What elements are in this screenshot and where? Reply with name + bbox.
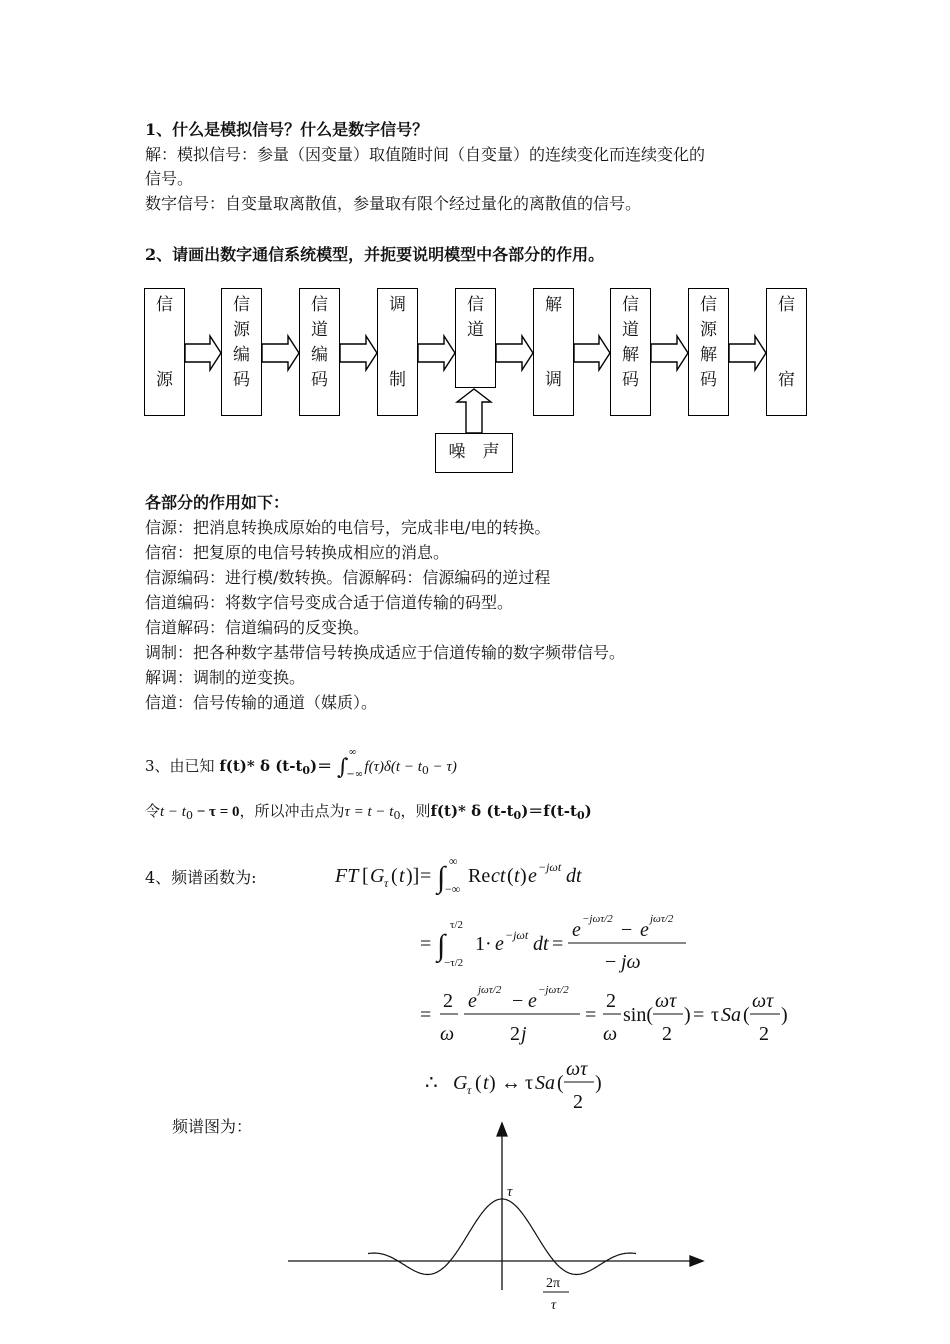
svg-text:jω: jω: [621, 951, 641, 973]
explain-line: 信宿：把复原的电信号转换成相应的消息。: [145, 543, 450, 562]
svg-text:sin(: sin(: [623, 1004, 653, 1026]
svg-text:): ): [520, 865, 527, 887]
block-char: 信: [700, 295, 717, 315]
svg-text:−τ/2: −τ/2: [444, 957, 464, 969]
svg-text:t: t: [399, 865, 405, 887]
svg-text:j: j: [521, 1023, 527, 1045]
svg-text:τ: τ: [525, 1072, 534, 1094]
svg-text:−: −: [621, 919, 633, 941]
svg-text:FT: FT: [335, 865, 359, 887]
tau-label: τ: [507, 1184, 513, 1200]
svg-text:e: e: [572, 919, 581, 941]
noise-label: 噪 声: [448, 442, 500, 462]
svg-text:2: 2: [573, 1091, 583, 1113]
svg-text:−∞: −∞: [445, 882, 461, 896]
svg-text:(: (: [557, 1072, 564, 1094]
zero-label-numerator: 2π: [546, 1276, 561, 1291]
q3-line2-text3: ，则: [400, 802, 431, 820]
block-char: 调: [545, 370, 562, 390]
svg-text:[: [: [362, 865, 369, 887]
block-char: 制: [389, 370, 406, 390]
q3-line2-result-sub2: 0: [576, 809, 585, 822]
q3-line2-text: 令: [145, 802, 161, 820]
svg-text:=: =: [420, 865, 432, 887]
q3-line2-result: f(t)* δ (t-t: [430, 802, 514, 820]
q3-line2-sub2: 0: [393, 809, 401, 822]
q3-line2-expr: t − t: [160, 804, 186, 820]
q3-line2-expr-end: − τ = 0: [192, 804, 240, 820]
block-char: 解: [545, 295, 562, 315]
q3-line2-expr2: τ = t − t: [344, 804, 394, 820]
svg-text:t: t: [483, 1072, 489, 1094]
svg-text:e: e: [468, 990, 477, 1012]
svg-text:ωτ: ωτ: [655, 990, 677, 1012]
svg-text:2: 2: [443, 990, 453, 1012]
explain-line: 信源：把消息转换成原始的电信号，完成非电/电的转换。: [145, 518, 551, 537]
q3-integrand-sub: 0: [421, 764, 429, 777]
q4-label: 4、频谱函数为:: [145, 868, 257, 887]
integral-sign: ∫: [336, 755, 349, 780]
svg-text:t: t: [514, 865, 520, 887]
block-char: 源: [233, 320, 250, 340]
svg-text:(: (: [743, 1004, 750, 1026]
svg-text:2: 2: [606, 990, 616, 1012]
svg-text:−jωτ/2: −jωτ/2: [582, 913, 613, 925]
svg-text:(: (: [475, 1072, 482, 1094]
svg-text:dt: dt: [533, 933, 549, 955]
svg-text:τ: τ: [467, 1083, 472, 1097]
svg-text:=: =: [552, 933, 564, 955]
svg-text:)]: )]: [406, 865, 420, 887]
block-char: 信: [778, 295, 795, 315]
svg-text:1·: 1·: [475, 933, 492, 955]
svg-text:): ): [595, 1072, 602, 1094]
q3-lhs: f(t)* δ (t-t: [219, 757, 303, 775]
block-char: 信: [467, 295, 484, 315]
svg-text:): ): [684, 1004, 691, 1026]
explain-line: 信道编码：将数字信号变成合适于信道传输的码型。: [145, 593, 514, 612]
svg-text:2: 2: [662, 1023, 672, 1045]
y-axis-arrow: [497, 1123, 507, 1136]
svg-text:G: G: [370, 865, 385, 887]
block-char: 源: [156, 370, 173, 390]
svg-text:−jωt: −jωt: [538, 860, 562, 874]
q3-lhs-sub: 0: [302, 764, 311, 777]
svg-text:2: 2: [759, 1023, 769, 1045]
explain-title: 各部分的作用如下：: [145, 493, 290, 512]
svg-text:−: −: [605, 951, 617, 973]
block-char: 码: [311, 370, 328, 390]
svg-text:τ/2: τ/2: [450, 919, 463, 931]
q3-line2-text2: ，所以冲击点为: [239, 802, 345, 820]
svg-text:ωτ: ωτ: [752, 990, 774, 1012]
q3-line2-sub: 0: [185, 809, 193, 822]
q1-answer-line3: 数字信号：自变量取离散值，参量取有限个经过量化的离散值的信号。: [145, 194, 642, 213]
block-char: 道: [622, 320, 639, 340]
q3-line2-result-end: )＝f(t-t: [521, 802, 577, 820]
explain-line: 信道解码：信道编码的反变换。: [145, 618, 370, 637]
explain-line: 信道：信号传输的通道（媒质）。: [145, 693, 378, 712]
block-char: 信: [233, 295, 250, 315]
svg-text:Sa: Sa: [721, 1004, 741, 1026]
q3-lhs-close: )＝: [310, 757, 333, 775]
q1-answer-line2: 信号。: [145, 169, 194, 188]
svg-text:ωτ: ωτ: [566, 1058, 588, 1080]
svg-text:=: =: [420, 933, 432, 955]
q3-line2-result-sub: 0: [513, 809, 522, 822]
q2-question: 2、请画出数字通信系统模型，并扼要说明模型中各部分的作用。: [145, 245, 605, 264]
block-char: 源: [700, 320, 717, 340]
svg-text:e: e: [640, 919, 649, 941]
explain-line: 调制：把各种数字基带信号转换成适应于信道传输的数字频带信号。: [145, 643, 626, 662]
zero-label-denominator: τ: [551, 1298, 557, 1313]
svg-text:ct: ct: [491, 865, 506, 887]
block-char: 解: [622, 345, 639, 365]
block-char: 码: [700, 370, 717, 390]
svg-text:=: =: [420, 1004, 432, 1026]
svg-text:(: (: [391, 865, 398, 887]
block-char: 信: [311, 295, 328, 315]
block-char: 编: [233, 345, 250, 365]
block-char: 调: [389, 295, 406, 315]
svg-text:τ: τ: [711, 1004, 720, 1026]
svg-text:jωτ/2: jωτ/2: [478, 984, 502, 996]
svg-text:−: −: [512, 990, 524, 1012]
svg-text:Re: Re: [468, 865, 491, 887]
svg-text:jωτ/2: jωτ/2: [650, 913, 674, 925]
integral-lower: −∞: [346, 769, 364, 780]
block-char: 码: [233, 370, 250, 390]
svg-text:τ: τ: [384, 876, 389, 890]
svg-text:ω: ω: [440, 1023, 455, 1045]
q1-answer-line1: 解：模拟信号：参量（因变量）取值随时间（自变量）的连续变化而连续变化的: [145, 145, 706, 164]
block-char: 道: [311, 320, 328, 340]
svg-text:∫: ∫: [437, 861, 446, 894]
svg-text:2: 2: [510, 1023, 520, 1045]
svg-text:): ): [781, 1004, 788, 1026]
explain-line: 信源编码：进行模/数转换。信源解码：信源编码的逆过程: [145, 568, 551, 587]
svg-text:e: e: [495, 933, 504, 955]
svg-text:−jωt: −jωt: [505, 928, 529, 942]
svg-text:e: e: [528, 990, 537, 1012]
block-char: 编: [311, 345, 328, 365]
svg-text:e: e: [528, 865, 537, 887]
svg-text:(: (: [507, 865, 514, 887]
svg-text:Sa: Sa: [535, 1072, 555, 1094]
plot-label: 频谱图为：: [172, 1117, 253, 1136]
svg-text:∞: ∞: [449, 854, 458, 868]
svg-text:∴: ∴: [425, 1072, 438, 1094]
q1-question: 1、什么是模拟信号？什么是数字信号？: [145, 120, 429, 139]
svg-text:=: =: [585, 1004, 597, 1026]
svg-text:=: =: [693, 1004, 705, 1026]
svg-text:G: G: [453, 1072, 468, 1094]
block-char: 解: [700, 345, 717, 365]
q3-label: 3、由已知: [145, 757, 215, 775]
q3-integrand-end: − τ): [428, 759, 457, 775]
q3-line2-result-close: ): [584, 802, 592, 820]
block-char: 道: [467, 320, 484, 340]
block-char: 宿: [778, 370, 795, 390]
svg-text:dt: dt: [566, 865, 582, 887]
block-char: 信: [622, 295, 639, 315]
svg-text:): ): [489, 1072, 496, 1094]
svg-text:−jωτ/2: −jωτ/2: [538, 984, 569, 996]
block-char: 码: [622, 370, 639, 390]
svg-text:↔: ↔: [501, 1072, 521, 1094]
svg-text:∫: ∫: [437, 929, 446, 962]
explain-line: 解调：调制的逆变换。: [145, 668, 306, 687]
x-axis-arrow: [690, 1256, 703, 1266]
svg-text:ω: ω: [603, 1023, 618, 1045]
integral-upper: ∞: [348, 747, 357, 758]
q3-integrand: f(τ)δ(t − t: [364, 759, 422, 775]
block-char: 信: [156, 295, 173, 315]
